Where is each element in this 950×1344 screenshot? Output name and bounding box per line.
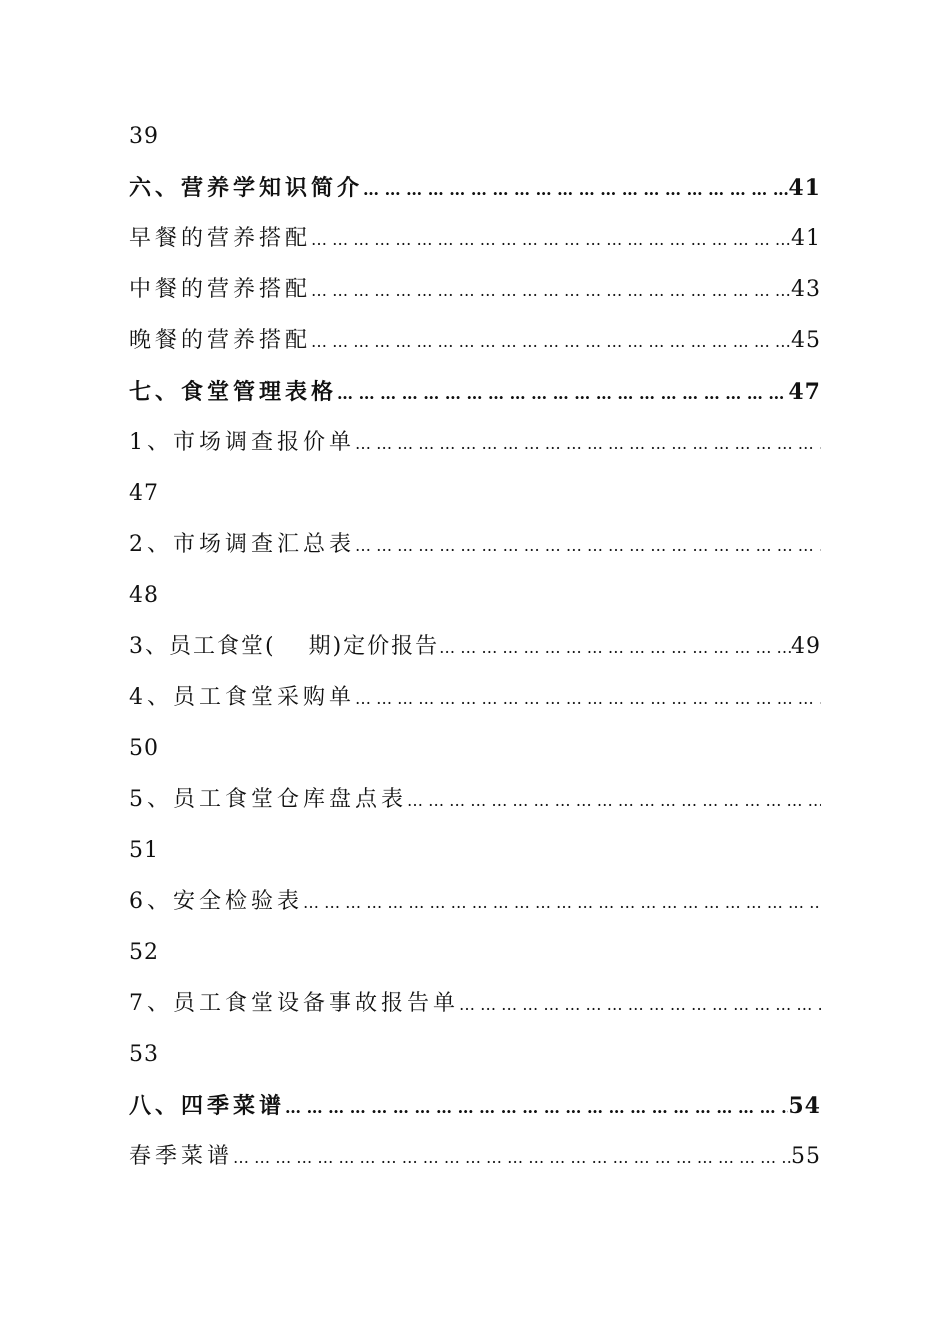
toc-heading-nutrition[interactable]	[129, 170, 821, 206]
toc-dot-leader	[407, 783, 821, 818]
toc-entry-title: 春季菜谱	[129, 1144, 234, 1169]
toc-entry-title: 7、员工食堂设备事故报告单	[129, 991, 459, 1016]
toc-entry-market-summary[interactable]	[129, 527, 821, 563]
toc-entry-pricing-report[interactable]	[129, 629, 821, 665]
toc-entry-page: 47	[129, 481, 159, 506]
toc-entry-page: 41	[788, 175, 821, 201]
toc-entry-dinner[interactable]	[129, 323, 821, 359]
toc-entry-title: 晚餐的营养搭配	[129, 328, 312, 353]
toc-entry-page: 53	[129, 1042, 159, 1067]
toc-entry-page: 41	[791, 226, 821, 251]
toc-entry-page: 54	[788, 1093, 821, 1119]
toc-entry-market-quote[interactable]	[129, 425, 821, 461]
toc-entry-inventory[interactable]	[129, 782, 821, 818]
toc-dot-leader	[303, 885, 821, 920]
toc-entry-purchase-order[interactable]	[129, 680, 821, 716]
toc-dot-leader	[355, 426, 821, 461]
toc-dot-leader	[337, 376, 788, 410]
toc-dot-leader	[363, 172, 788, 206]
toc-entry-page: 47	[788, 379, 821, 405]
toc-entry-page: 50	[129, 736, 159, 761]
toc-entry-title: 2、市场调查汇总表	[129, 532, 355, 557]
toc-heading-seasonal-menu[interactable]	[129, 1088, 821, 1124]
toc-entry-title: 八、四季菜谱	[129, 1093, 286, 1119]
toc-entry-breakfast[interactable]	[129, 221, 821, 257]
toc-entry-page: 52	[129, 940, 159, 965]
toc-entry-title: 六、营养学知识简介	[129, 175, 364, 201]
toc-dot-leader	[355, 681, 821, 716]
toc-dot-leader	[233, 1140, 791, 1175]
toc-entry-title: 七、食堂管理表格	[129, 379, 338, 405]
toc-heading-canteen-forms[interactable]	[129, 374, 821, 410]
toc-page-number-39: 39	[129, 124, 159, 149]
toc-entry-title: 早餐的营养搭配	[129, 226, 312, 251]
toc-dot-leader	[311, 273, 791, 308]
toc-entry-title: 1、市场调查报价单	[129, 430, 355, 455]
toc-entry-page: 45	[791, 328, 821, 353]
toc-entry-lunch[interactable]	[129, 272, 821, 308]
toc-dot-leader	[311, 324, 791, 359]
toc-dot-leader	[355, 528, 821, 563]
toc-entry-page: 55	[791, 1144, 821, 1169]
toc-entry-title: 5、员工食堂仓库盘点表	[129, 787, 407, 812]
toc-dot-leader	[311, 222, 791, 257]
toc-entry-page: 49	[791, 634, 821, 659]
toc-dot-leader	[285, 1090, 788, 1124]
toc-entry-safety-check[interactable]	[129, 884, 821, 920]
toc-entry-page: 48	[129, 583, 159, 608]
toc-entry-title: 6、安全检验表	[129, 889, 303, 914]
toc-entry-page: 51	[129, 838, 159, 863]
toc-entry-accident-report[interactable]	[129, 986, 821, 1022]
toc-dot-leader	[459, 987, 821, 1022]
toc-entry-title: 4、员工食堂采购单	[129, 685, 355, 710]
toc-entry-title: 3、员工食堂( 期)定价报告	[129, 634, 440, 659]
toc-entry-title: 中餐的营养搭配	[129, 277, 312, 302]
toc-dot-leader	[439, 630, 791, 665]
toc-entry-page: 43	[791, 277, 821, 302]
toc-entry-spring-menu[interactable]	[129, 1139, 821, 1175]
